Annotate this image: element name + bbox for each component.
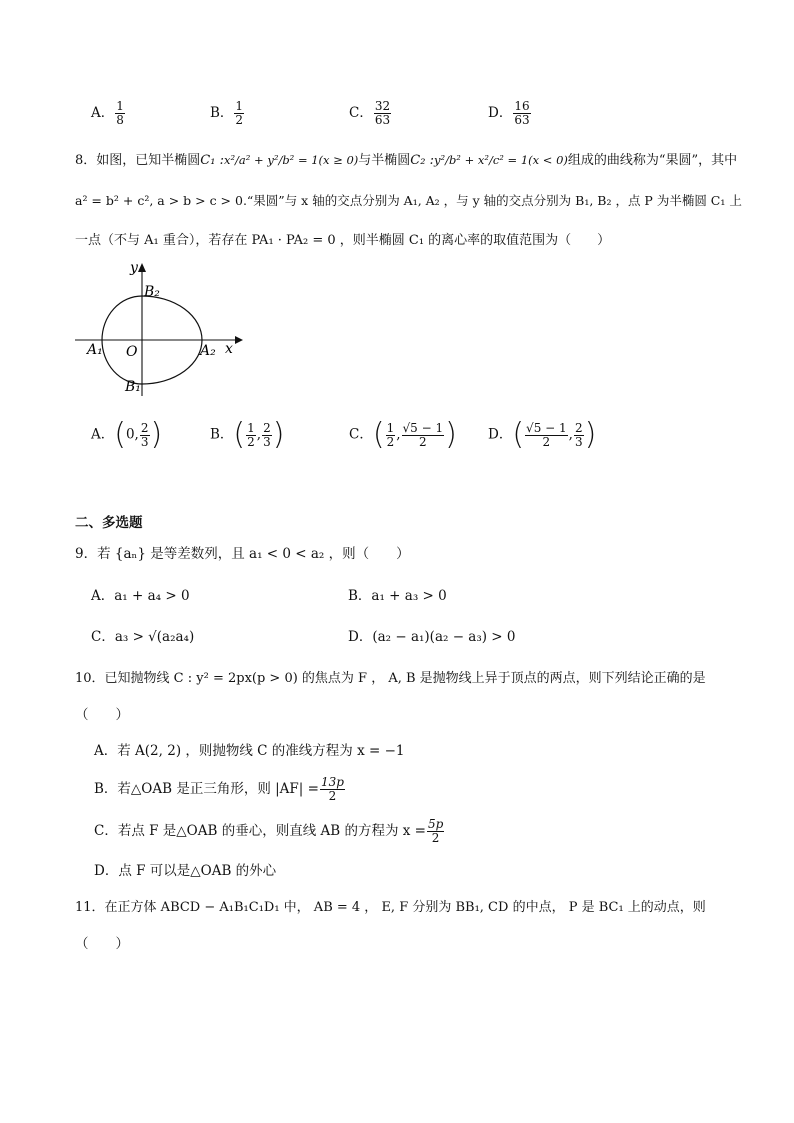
q7-option-d: D． $\frac{16}{63}$ bbox=[488, 99, 530, 127]
q8-option-a: A．(0, $\frac{2}{3}$ ) bbox=[91, 417, 163, 452]
fraction: $\frac{16}{63}$ bbox=[514, 99, 530, 127]
fraction: $\frac{1}{8}$ bbox=[116, 99, 124, 127]
q10-option-c: C．若点 F 是△OAB 的垂心，则直线 AB 的方程为 x = $\frac{5p}{2}$ bbox=[94, 817, 444, 845]
q8-option-c: C．( $\frac{1}{2}$ , $\frac{√5 - 1}{2}$ ) bbox=[349, 417, 457, 452]
fraction: $\frac{1}{2}$ bbox=[235, 99, 244, 127]
q9-option-a: A．a₁ + a₄ > 0 bbox=[91, 588, 190, 604]
q7-option-a: A． $\frac{1}{8}$ bbox=[91, 99, 124, 127]
q9-option-b: B．a₁ + a₃ > 0 bbox=[348, 588, 447, 604]
q8-line1: 8．如图，已知半椭圆C₁ :x²/a² + y²/b² = 1(x ≥ 0)与半椭圆C₂ :y²/b² + x²/c² = 1(x < 0)组成的曲线称为“果圆”，其中 bbox=[75, 153, 738, 168]
section-title: 二、多选题 bbox=[75, 515, 143, 530]
y-axis-arrow-icon bbox=[138, 263, 146, 272]
q10-option-d: D．点 F 可以是△OAB 的外心 bbox=[94, 863, 277, 879]
label-b1: B₁ bbox=[125, 379, 141, 395]
label-x: x bbox=[225, 341, 233, 357]
q9-option-d: D．(a₂ − a₁)(a₂ − a₃) > 0 bbox=[348, 629, 516, 645]
q7-option-c: C． $\frac{32}{63}$ bbox=[349, 99, 391, 127]
q9-option-c: C．a₃ > √(a₂a₄) bbox=[91, 629, 195, 645]
q8-option-b: B．( $\frac{1}{2}$ , $\frac{2}{3}$ ) bbox=[210, 417, 285, 452]
label-a1: A₁ bbox=[87, 342, 103, 358]
q8-option-d: D．( $\frac{√5 - 1}{2}$ , $\frac{2}{3}$ ) bbox=[488, 417, 597, 452]
x-axis-arrow-icon bbox=[235, 336, 243, 344]
label-b2: B₂ bbox=[144, 284, 160, 300]
q8-line3: 一点（不与 A₁ 重合），若存在 PA₁ · PA₂ = 0 ，则半椭圆 C₁ 的离心率的取值范围为（ ） bbox=[75, 233, 611, 248]
q10-paren: （ ） bbox=[75, 707, 129, 723]
q9-stem: 9．若 {aₙ} 是等差数列，且 a₁ < 0 < a₂ ，则（ ） bbox=[75, 546, 410, 562]
q10-option-b: B．若△OAB 是正三角形，则 |AF| = $\frac{13p}{2}$ bbox=[94, 775, 344, 803]
label-origin: O bbox=[126, 344, 138, 360]
q11-stem: 11．在正方体 ABCD − A₁B₁C₁D₁ 中， AB = 4 ， E, F 分别为 BB₁, CD 的中点， P 是 BC₁ 上的动点，则 bbox=[75, 900, 706, 915]
label-a2: A₂ bbox=[200, 343, 216, 359]
fraction: $\frac{32}{63}$ bbox=[374, 99, 391, 127]
q8-line2: a² = b² + c², a > b > c > 0.“果圆”与 x 轴的交点分别为 A₁, A₂ ，与 y 轴的交点分别为 B₁, B₂ ，点 P 为半椭圆 C₁ 上 bbox=[75, 193, 742, 208]
q11-paren: （ ） bbox=[75, 936, 129, 952]
q10-stem: 10．已知抛物线 C : y² = 2px(p > 0) 的焦点为 F ， A, B 是抛物线上异于顶点的两点，则下列结论正确的是 bbox=[75, 671, 706, 686]
label-y: y bbox=[130, 260, 138, 276]
q10-option-a: A．若 A(2, 2) ，则抛物线 C 的准线方程为 x = −1 bbox=[94, 743, 405, 759]
fruit-circle-figure bbox=[70, 258, 250, 398]
q7-option-b: B． $\frac{1}{2}$ bbox=[210, 99, 244, 127]
